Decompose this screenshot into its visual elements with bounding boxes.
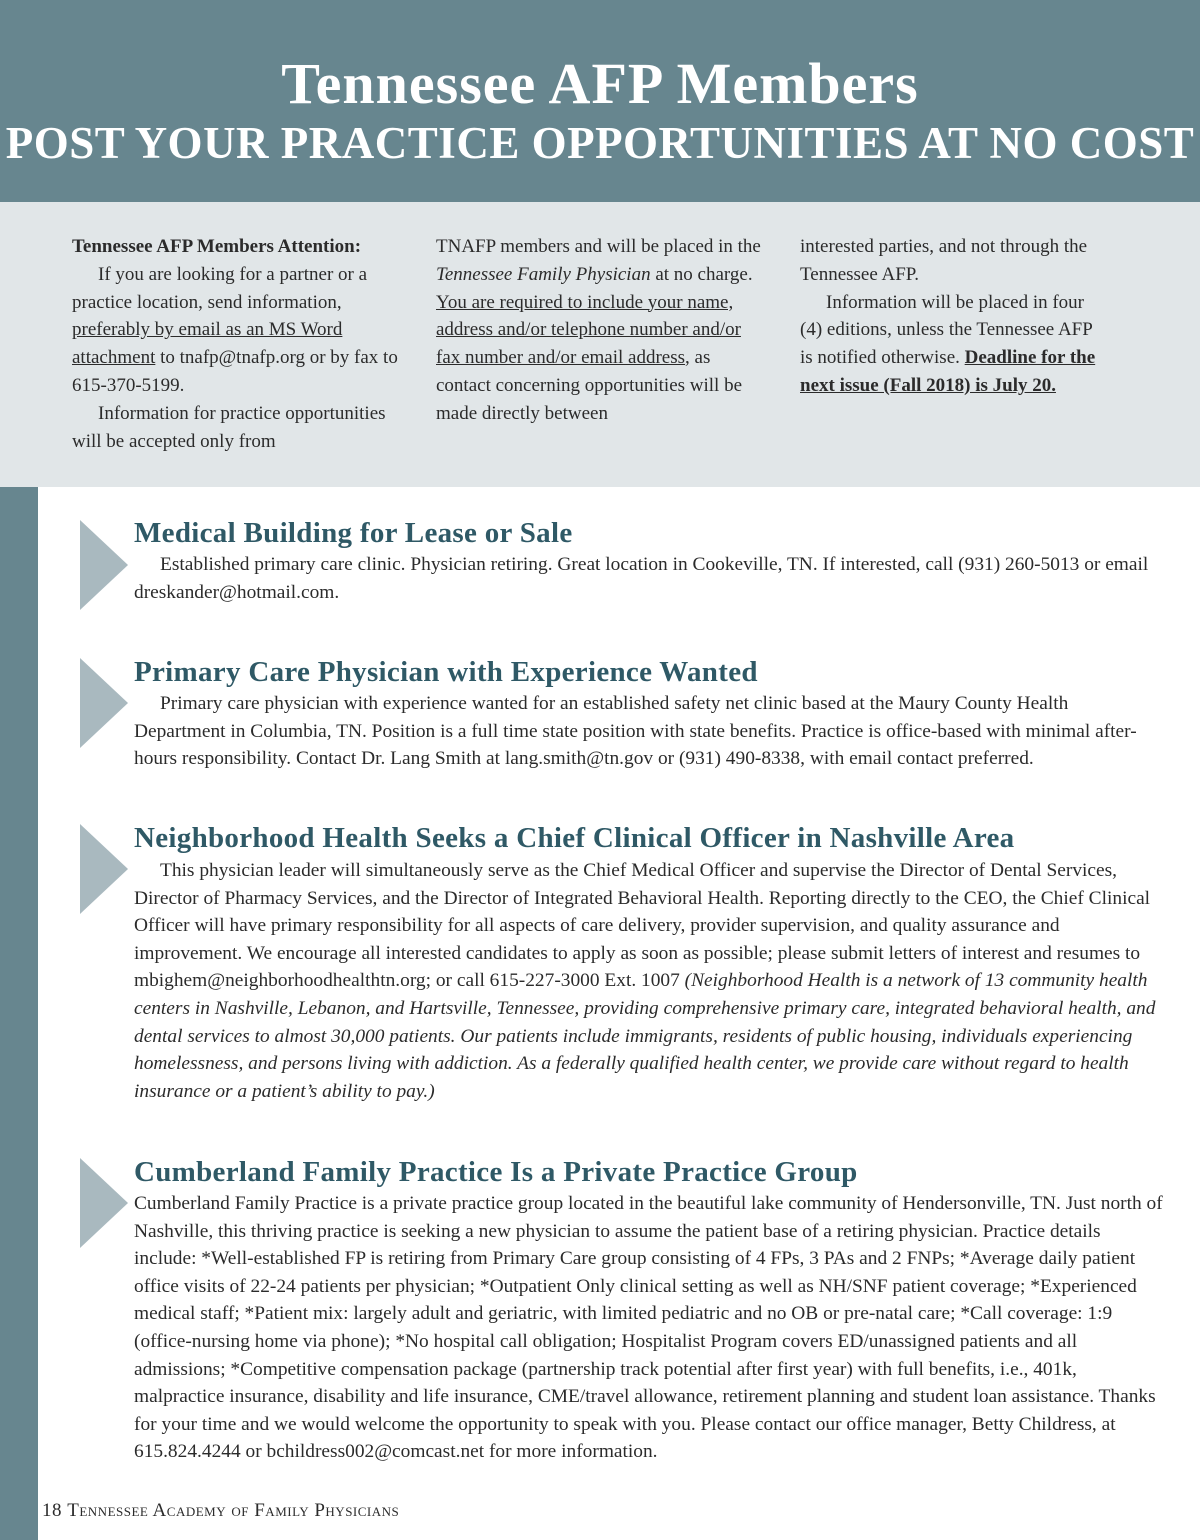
deadline-text: Deadline for the next issue (Fall 2018) is July 20. — [800, 347, 1096, 396]
publication-name: Tennessee Academy of Family Physicians — [67, 1500, 400, 1521]
notice-p2-part: Tennessee Family Physician — [436, 263, 651, 285]
listing-body-text: This physician leader will simultaneously serve as the Chief Medical Officer and supervise the Director of Dental Services, Director of Pharmacy Services, and the Director of Integrated Behavioral Health. Reporting directly to the CEO, the Chief Clinical Officer will have primary responsibility for all aspects of care delivery, provider supervision, and quality assurance and improvement. We encourage all interested candidates to apply as soon as possible; please submit letters of interest and resumes to mbighem@neighborhoodhealthtn.org; or call 615-227-3000 Ext. 1007 — [134, 860, 1151, 992]
notice-p3-text: Information will be placed in four (4) editions, unless the Tennessee AFP is notified otherwise. — [800, 291, 1093, 369]
notice-p2-part: You are required to include your name, address and/or telephone number and/or fax number and/or email address — [436, 291, 741, 369]
listing-body — [134, 690, 1164, 773]
page-footer — [42, 1500, 399, 1522]
listing-title: Cumberland Family Practice Is a Private Practice Group — [134, 1156, 858, 1188]
notice-p1-contact: to tnafp@tnafp.org or by fax to 615-370-5199. — [72, 347, 398, 396]
page-subtitle: POST YOUR PRACTICE OPPORTUNITIES AT NO COST — [5, 118, 1195, 168]
listing-title: Primary Care Physician with Experience Wanted — [134, 656, 758, 688]
listing-body-text: Cumberland Family Practice is a private practice group located in the beautiful lake community of Hendersonville, TN. Just north of Nashville, this thriving practice is seeking a new physician to assume the patient base of a retiring physician. Practice details include: *Well-established FP is retiring from Primary Care group consisting of 4 FPs, 3 PAs and 2 FNPs; *Average daily patient office visits of 22-24 patients per physician; *Outpatient Only clinical setting as well as NH/SNF patient coverage; *Experienced medical staff; *Patient mix: largely adult and geriatric, with limited pediatric and no OB or pre-natal care; *Call coverage: 1:9 (office-nursing home via phone); *No hospital call obligation; Hospitalist Program covers ED/unassigned patients and all admissions; *Competitive compensation package (partnership track potential after first year) with full benefits, i.e., 401k, malpractice insurance, disability and life insurance, CME/travel allowance, retirement planning and student loan assistance. Thanks for your time and we would welcome the opportunity to speak with you. Please contact our office manager, Betty Childress, at 615.824.4244 or bchildress002@comcast.net for more information. — [134, 1193, 1163, 1463]
notice-heading: Tennessee AFP Members Attention: — [72, 236, 362, 257]
page-number: 18 — [42, 1500, 62, 1521]
notice-p2-part: TNAFP members and will be placed in the — [436, 236, 761, 257]
listing-body — [134, 551, 1164, 606]
arrow-icon — [80, 824, 128, 914]
listing-body — [134, 1190, 1164, 1466]
listing-body-italic: (Neighborhood Health is a network of 13 community health centers in Nashville, Lebanon, and Hartsville, Tennessee, providing comprehensive primary care, integrated behavioral health, and dental services to almost 30,000 patients. Our patients include immigrants, residents of public housing, individuals experiencing homelessness, and persons living with addiction. As a federally qualified health center, we provide care without regard to health insurance or a patient’s ability to pay.) — [134, 970, 1156, 1102]
arrow-icon — [80, 658, 128, 748]
notice-p2-part: , as contact concerning opportunities will be made directly between — [436, 347, 743, 424]
notice-p2-tail: interested parties, and not through the Tennessee AFP. — [800, 236, 1088, 285]
page-title: Tennessee AFP Members — [281, 51, 919, 116]
arrow-icon — [80, 1158, 128, 1248]
notice-p1-text: If you are looking for a partner or a practice location, send information, — [72, 263, 368, 313]
notice-p1-underlined: preferably by email as an MS Word attachment — [72, 319, 343, 369]
listing-body-text: Established primary care clinic. Physician retiring. Great location in Cookeville, TN. If interested, call (931) 260-5013 or email dreskander@hotmail.com. — [134, 554, 1149, 603]
notice-p2-start: Information for practice opportunities will be accepted only from — [72, 403, 386, 452]
listing-body-text: Primary care physician with experience wanted for an established safety net clinic based at the Maury County Health Department in Columbia, TN. Position is a full time state position with state benefits. Practice is office-based with minimal after-hours responsibility. Contact Dr. Lang Smith at lang.smith@tn.gov or (931) 490-8338, with email contact preferred. — [134, 693, 1137, 770]
notice-p2-part: at no charge. — [650, 263, 753, 285]
listing-title: Medical Building for Lease or Sale — [134, 517, 573, 549]
arrow-icon — [80, 520, 128, 610]
listing-body — [134, 857, 1164, 1105]
listing-title: Neighborhood Health Seeks a Chief Clinical Officer in Nashville Area — [134, 822, 1015, 854]
